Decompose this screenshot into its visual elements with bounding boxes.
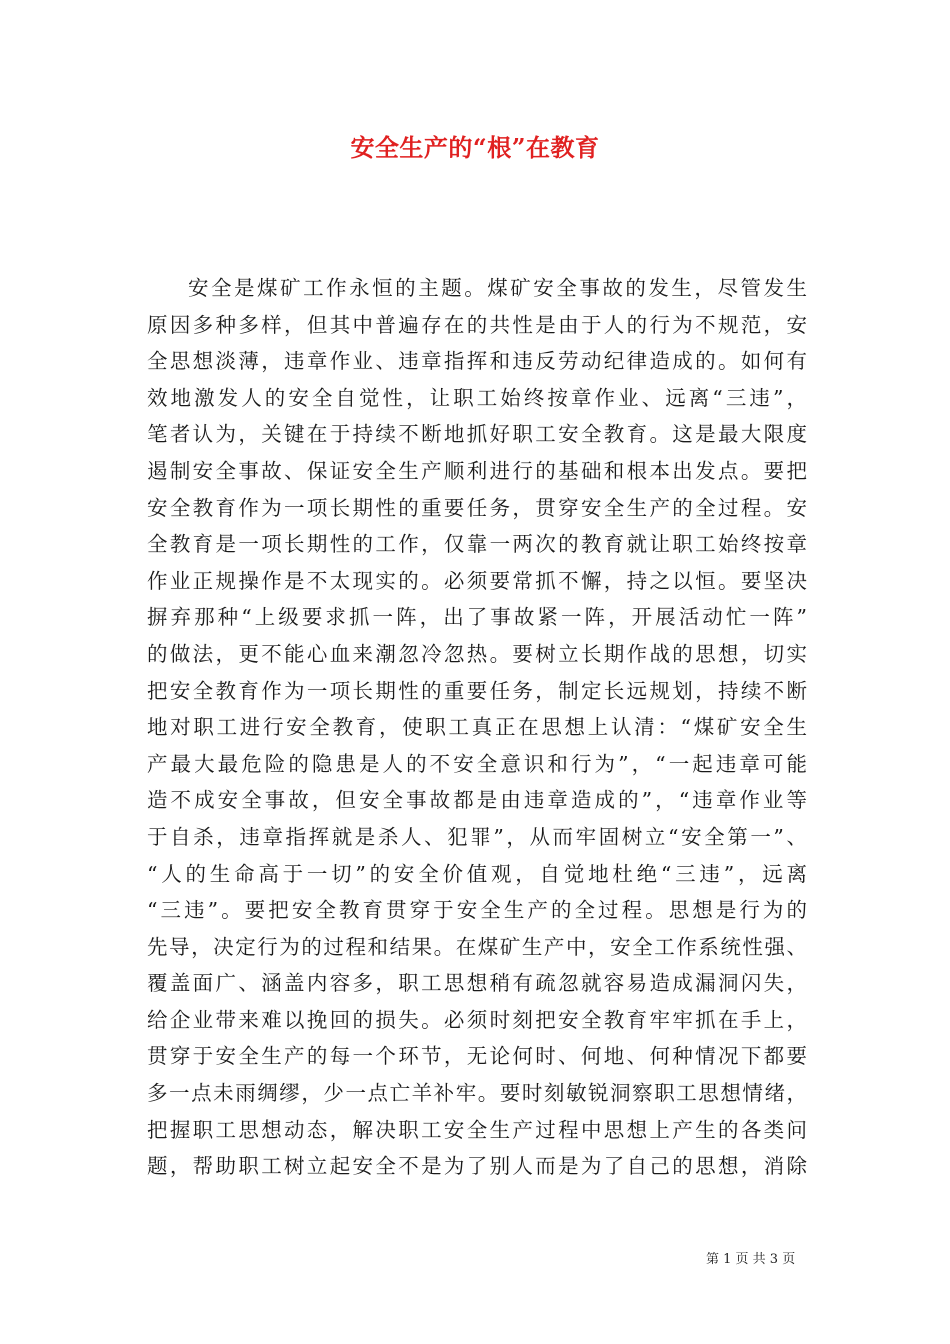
- text-line: 遏制安全事故、保证安全生产顺利进行的基础和根本出发点。要把: [147, 458, 807, 483]
- text-line: 笔者认为，关键在于持续不断地抓好职工安全教育。这是最大限度: [147, 422, 807, 447]
- text-line: 安全教育作为一项长期性的重要任务，贯穿安全生产的全过程。安: [147, 495, 807, 520]
- text-line: 多一点未雨绸缪，少一点亡羊补牢。要时刻敏锐洞察职工思想情绪，: [147, 1081, 807, 1106]
- text-line: “人的生命高于一切”的安全价值观，自觉地杜绝“三违”，远离: [147, 861, 807, 886]
- text-line: 全思想淡薄，违章作业、违章指挥和违反劳动纪律造成的。如何有: [147, 349, 807, 374]
- text-line: 产最大最危险的隐患是人的不安全意识和行为”，“一起违章可能: [147, 751, 807, 776]
- text-line: 作业正规操作是不太现实的。必须要常抓不懈，持之以恒。要坚决: [147, 568, 807, 593]
- page-number: 第 1 页 共 3 页: [706, 1252, 796, 1267]
- text-line: 地对职工进行安全教育，使职工真正在思想上认清：“煤矿安全生: [147, 715, 807, 740]
- text-line: 造不成安全事故，但安全事故都是由违章造成的”，“违章作业等: [147, 788, 807, 813]
- text-line: 安全是煤矿工作永恒的主题。煤矿安全事故的发生，尽管发生: [188, 276, 807, 300]
- article-body: [147, 270, 807, 1185]
- text-line: 的做法，更不能心血来潮忽冷忽热。要树立长期作战的思想，切实: [147, 641, 807, 666]
- text-line: 效地激发人的安全自觉性，让职工始终按章作业、远离“三违”，: [147, 385, 807, 410]
- text-line: 于自杀，违章指挥就是杀人、犯罪”，从而牢固树立“安全第一”、: [147, 824, 807, 849]
- text-line: 原因多种多样，但其中普遍存在的共性是由于人的行为不规范，安: [147, 312, 807, 337]
- text-line: “三违”。要把安全教育贯穿于安全生产的全过程。思想是行为的: [147, 898, 807, 923]
- text-line: 全教育是一项长期性的工作，仅靠一两次的教育就让职工始终按章: [147, 532, 807, 557]
- text-line: 把安全教育作为一项长期性的重要任务，制定长远规划，持续不断: [147, 678, 807, 703]
- text-line: 摒弃那种“上级要求抓一阵，出了事故紧一阵，开展活动忙一阵”: [147, 605, 807, 630]
- page-title: 安全生产的“根”在教育: [350, 133, 600, 162]
- text-line: 把握职工思想动态，解决职工安全生产过程中思想上产生的各类问: [147, 1117, 807, 1142]
- text-line: 贯穿于安全生产的每一个环节，无论何时、何地、何种情况下都要: [147, 1044, 807, 1069]
- text-line: 题，帮助职工树立起安全不是为了别人而是为了自己的思想，消除: [147, 1154, 807, 1179]
- text-line: 覆盖面广、涵盖内容多，职工思想稍有疏忽就容易造成漏洞闪失，: [147, 971, 807, 996]
- text-line: 给企业带来难以挽回的损失。必须时刻把安全教育牢牢抓在手上，: [147, 1007, 807, 1032]
- text-line: 先导，决定行为的过程和结果。在煤矿生产中，安全工作系统性强、: [147, 934, 807, 959]
